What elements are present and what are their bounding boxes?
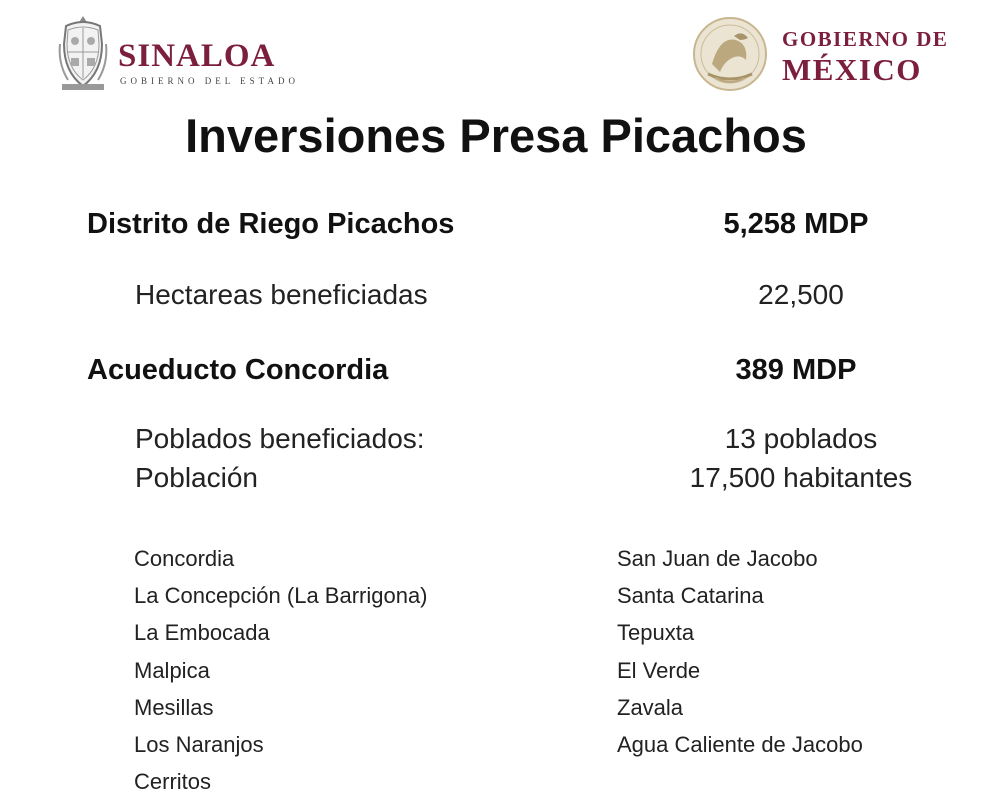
- detail-hectareas-value: 22,500: [758, 279, 844, 310]
- list-item: Santa Catarina: [617, 583, 764, 609]
- section-acueducto-label: Acueducto Concordia: [87, 354, 389, 386]
- sinaloa-logo: [58, 14, 318, 92]
- list-item: La Embocada: [134, 620, 270, 646]
- towns-list-left: [134, 540, 428, 800]
- detail-poblados-label: Poblados beneficiados:: [135, 423, 425, 454]
- section-distrito-label: Distrito de Riego Picachos: [87, 208, 455, 240]
- mexico-logo-line1: GOBIERNO DE: [782, 27, 949, 51]
- detail-hectareas-label: Hectareas beneficiadas: [135, 279, 428, 310]
- list-item: Mesillas: [134, 694, 214, 720]
- towns-list-right: [617, 540, 863, 763]
- detail-poblacion-label: Población: [135, 462, 258, 493]
- list-item: Tepuxta: [617, 620, 695, 646]
- list-item: Malpica: [134, 657, 210, 683]
- sinaloa-name: SINALOA: [118, 38, 276, 74]
- detail-poblados-value: 13 poblados: [724, 423, 878, 454]
- mexico-logo-line2: MÉXICO: [782, 52, 922, 87]
- list-item: La Concepción (La Barrigona): [134, 583, 428, 609]
- sinaloa-subtitle: GOBIERNO DEL ESTADO: [120, 76, 299, 86]
- list-item: San Juan de Jacobo: [617, 546, 818, 571]
- gobierno-de-mexico-logo: [690, 14, 960, 94]
- list-item: Los Naranjos: [134, 732, 264, 758]
- sinaloa-coat-of-arms-icon: [58, 14, 108, 92]
- list-item: Concordia: [134, 546, 235, 571]
- list-item: Cerritos: [134, 769, 212, 795]
- detail-poblacion-value: 17,500 habitantes: [689, 462, 913, 493]
- list-item: El Verde: [617, 657, 701, 683]
- page-title: Inversiones Presa Picachos: [185, 109, 807, 162]
- list-item: Agua Caliente de Jacobo: [617, 732, 863, 758]
- list-item: Zavala: [617, 694, 684, 720]
- section-acueducto-value: 389 MDP: [735, 354, 857, 386]
- section-distrito-value: 5,258 MDP: [723, 208, 869, 240]
- mexico-eagle-seal-icon: [690, 14, 770, 94]
